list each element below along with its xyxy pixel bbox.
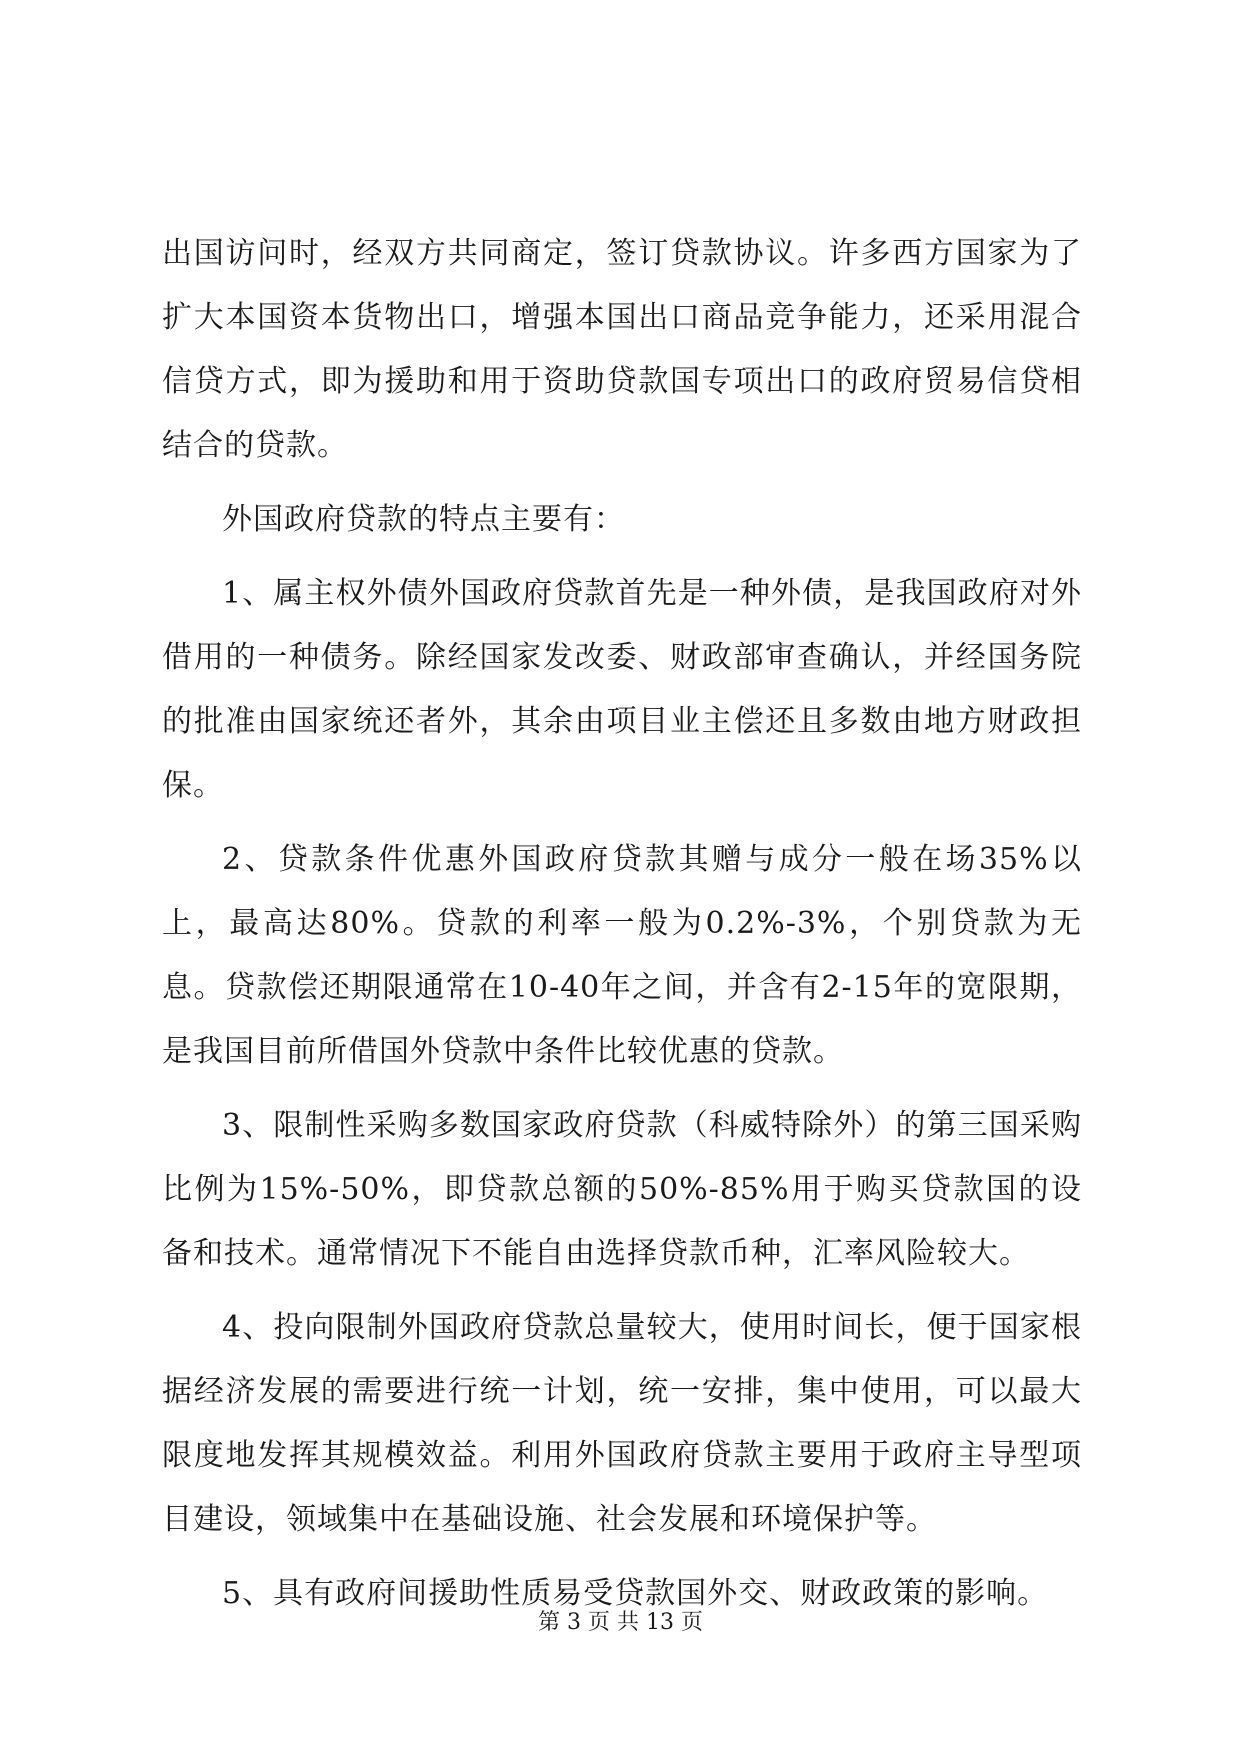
paragraph-4: 2、贷款条件优惠外国政府贷款其赠与成分一般在场35%以上，最高达80%。贷款的利率一般为0.2%-3%，个别贷款为无息。贷款偿还期限通常在10-40年之间，并含有2-15年的宽限期，是我国目前所借国外贷款中条件比较优惠的贷款。: [162, 842, 1082, 1069]
paragraph-3: 1、属主权外债外国政府贷款首先是一种外债，是我国政府对外借用的一种债务。除经国家发改委、财政部审查确认，并经国务院的批准由国家统还者外，其余由项目业主偿还且多数由地方财政担保。: [162, 576, 1082, 803]
paragraph-5: 3、限制性采购多数国家政府贷款（科威特除外）的第三国采购比例为15%-50%，即贷款总额的50%-85%用于购买贷款国的设备和技术。通常情况下不能自由选择贷款币种，汇率风险较大。: [162, 1108, 1082, 1271]
page-number: 第 3 页 共 13 页: [538, 1610, 703, 1635]
paragraph-2: 外国政府贷款的特点主要有：: [222, 502, 625, 537]
paragraph-6: 4、投向限制外国政府贷款总量较大，使用时间长，便于国家根据经济发展的需要进行统一计划，统一安排，集中使用，可以最大限度地发挥其规模效益。利用外国政府贷款主要用于政府主导型项目建设，领域集中在基础设施、社会发展和环境保护等。: [162, 1310, 1082, 1537]
page-footer: [0, 1608, 1241, 1638]
paragraph-1: 出国访问时，经双方共同商定，签订贷款协议。许多西方国家为了扩大本国资本货物出口，增强本国出口商品竞争能力，还采用混合信贷方式，即为援助和用于资助贷款国专项出口的政府贸易信贷相结合的贷款。: [162, 236, 1082, 463]
document-body: [162, 222, 1082, 1636]
paragraph-7: 5、具有政府间援助性质易受贷款国外交、财政政策的影响。: [222, 1576, 1049, 1611]
